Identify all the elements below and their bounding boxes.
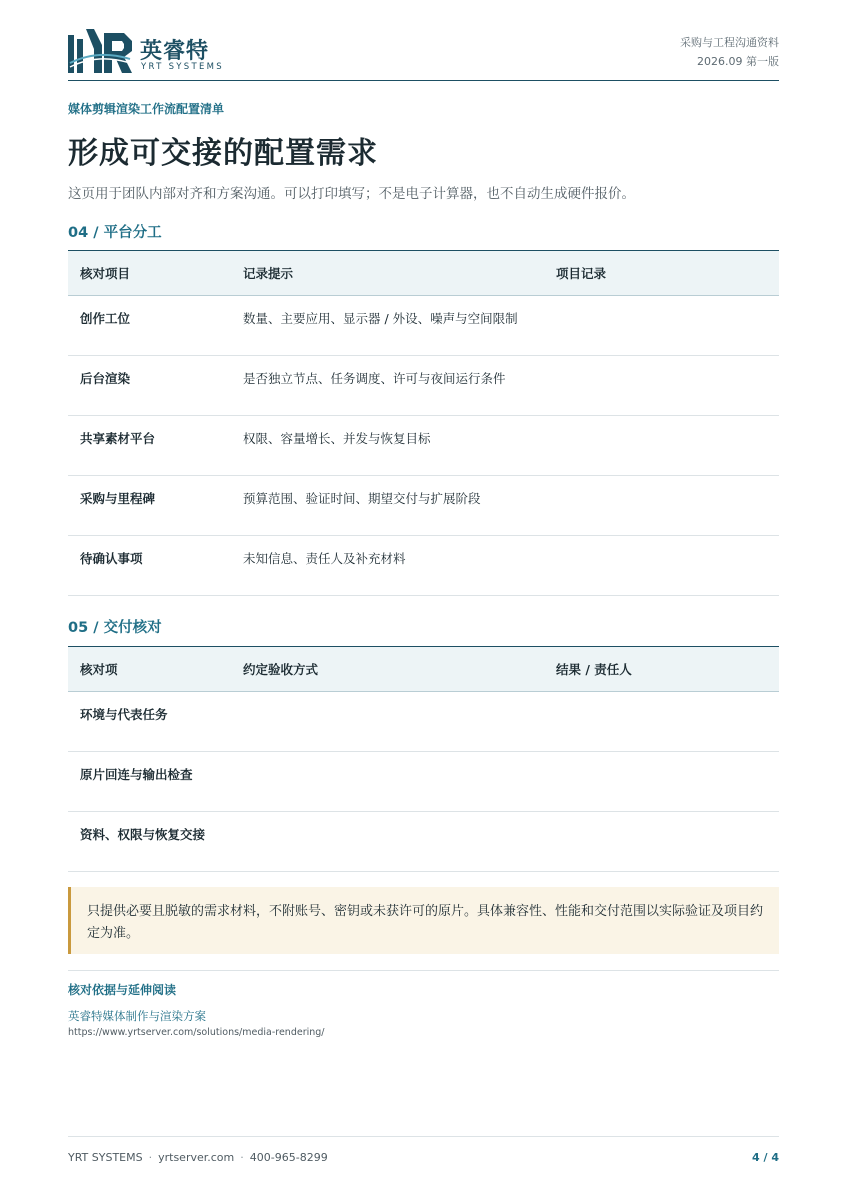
page-header bbox=[68, 27, 779, 81]
footer-separator: · bbox=[240, 1151, 244, 1164]
table-row bbox=[68, 476, 779, 536]
yrt-logo-mark-icon bbox=[68, 29, 134, 73]
table-row bbox=[68, 356, 779, 416]
delivery-check-table bbox=[68, 646, 779, 872]
row-item: 环境与代表任务 bbox=[68, 692, 231, 752]
record-cell[interactable] bbox=[544, 296, 779, 356]
reference-url: https://www.yrtserver.com/solutions/media-rendering/ bbox=[68, 1027, 325, 1038]
result-cell[interactable] bbox=[544, 752, 779, 812]
row-item: 原片回连与输出检查 bbox=[68, 752, 231, 812]
column-header: 记录提示 bbox=[243, 266, 294, 281]
record-cell[interactable] bbox=[544, 356, 779, 416]
table-row bbox=[68, 812, 779, 872]
edition-label: 2026.09 第一版 bbox=[697, 55, 779, 68]
references-title: 核对依据与延伸阅读 bbox=[68, 983, 177, 997]
footer-company: YRT SYSTEMS bbox=[68, 1151, 143, 1164]
record-cell[interactable] bbox=[544, 536, 779, 596]
footer-website[interactable]: yrtserver.com bbox=[158, 1151, 235, 1164]
intro-text: 这页用于团队内部对齐和方案沟通。可以打印填写；不是电子计算器，也不自动生成硬件报价。 bbox=[68, 186, 635, 202]
row-hint: 是否独立节点、任务调度、许可与夜间运行条件 bbox=[231, 356, 544, 416]
row-item: 采购与里程碑 bbox=[68, 476, 231, 536]
document-eyebrow: 媒体剪辑渲染工作流配置清单 bbox=[68, 102, 225, 116]
document-label: 采购与工程沟通资料 bbox=[680, 36, 779, 49]
method-cell[interactable] bbox=[231, 812, 544, 872]
row-hint: 预算范围、验证时间、期望交付与扩展阶段 bbox=[231, 476, 544, 536]
row-item: 资料、权限与恢复交接 bbox=[68, 812, 231, 872]
column-header: 结果 / 责任人 bbox=[556, 662, 632, 677]
table-header-row bbox=[68, 251, 779, 296]
row-item: 待确认事项 bbox=[68, 536, 231, 596]
row-item: 创作工位 bbox=[68, 296, 231, 356]
logo-english-name: YRT SYSTEMS bbox=[141, 62, 224, 72]
result-cell[interactable] bbox=[544, 692, 779, 752]
result-cell[interactable] bbox=[544, 812, 779, 872]
column-header: 核对项 bbox=[80, 662, 118, 677]
header-meta bbox=[680, 33, 779, 71]
column-header: 核对项目 bbox=[80, 266, 131, 281]
page-title: 形成可交接的配置需求 bbox=[68, 136, 378, 171]
row-item: 共享素材平台 bbox=[68, 416, 231, 476]
disclaimer-note: 只提供必要且脱敏的需求材料，不附账号、密钥或未获许可的原片。具体兼容性、性能和交付范围以实际验证及项目约定为准。 bbox=[68, 887, 779, 954]
platform-division-table bbox=[68, 250, 779, 596]
row-hint: 未知信息、责任人及补充材料 bbox=[231, 536, 544, 596]
section-heading-delivery: 05 / 交付核对 bbox=[68, 620, 162, 636]
method-cell[interactable] bbox=[231, 692, 544, 752]
footer-phone: 400-965-8299 bbox=[249, 1151, 328, 1164]
section-heading-platform: 04 / 平台分工 bbox=[68, 225, 162, 241]
table-header-row bbox=[68, 647, 779, 692]
page-footer bbox=[68, 1136, 779, 1164]
method-cell[interactable] bbox=[231, 752, 544, 812]
footer-separator: · bbox=[148, 1151, 153, 1164]
document-page bbox=[68, 0, 779, 1200]
logo-chinese-name: 英睿特 bbox=[140, 39, 210, 64]
row-hint: 数量、主要应用、显示器 / 外设、噪声与空间限制 bbox=[231, 296, 544, 356]
table-row bbox=[68, 296, 779, 356]
column-header: 约定验收方式 bbox=[243, 662, 319, 677]
table-row bbox=[68, 752, 779, 812]
table-row bbox=[68, 692, 779, 752]
reference-link[interactable]: 英睿特媒体制作与渲染方案 bbox=[68, 1009, 206, 1023]
row-item: 后台渲染 bbox=[68, 356, 231, 416]
table-row bbox=[68, 536, 779, 596]
references-section bbox=[68, 970, 779, 1038]
column-header: 项目记录 bbox=[556, 266, 607, 281]
record-cell[interactable] bbox=[544, 476, 779, 536]
page-number: 4 / 4 bbox=[752, 1151, 779, 1164]
record-cell[interactable] bbox=[544, 416, 779, 476]
table-row bbox=[68, 416, 779, 476]
row-hint: 权限、容量增长、并发与恢复目标 bbox=[231, 416, 544, 476]
